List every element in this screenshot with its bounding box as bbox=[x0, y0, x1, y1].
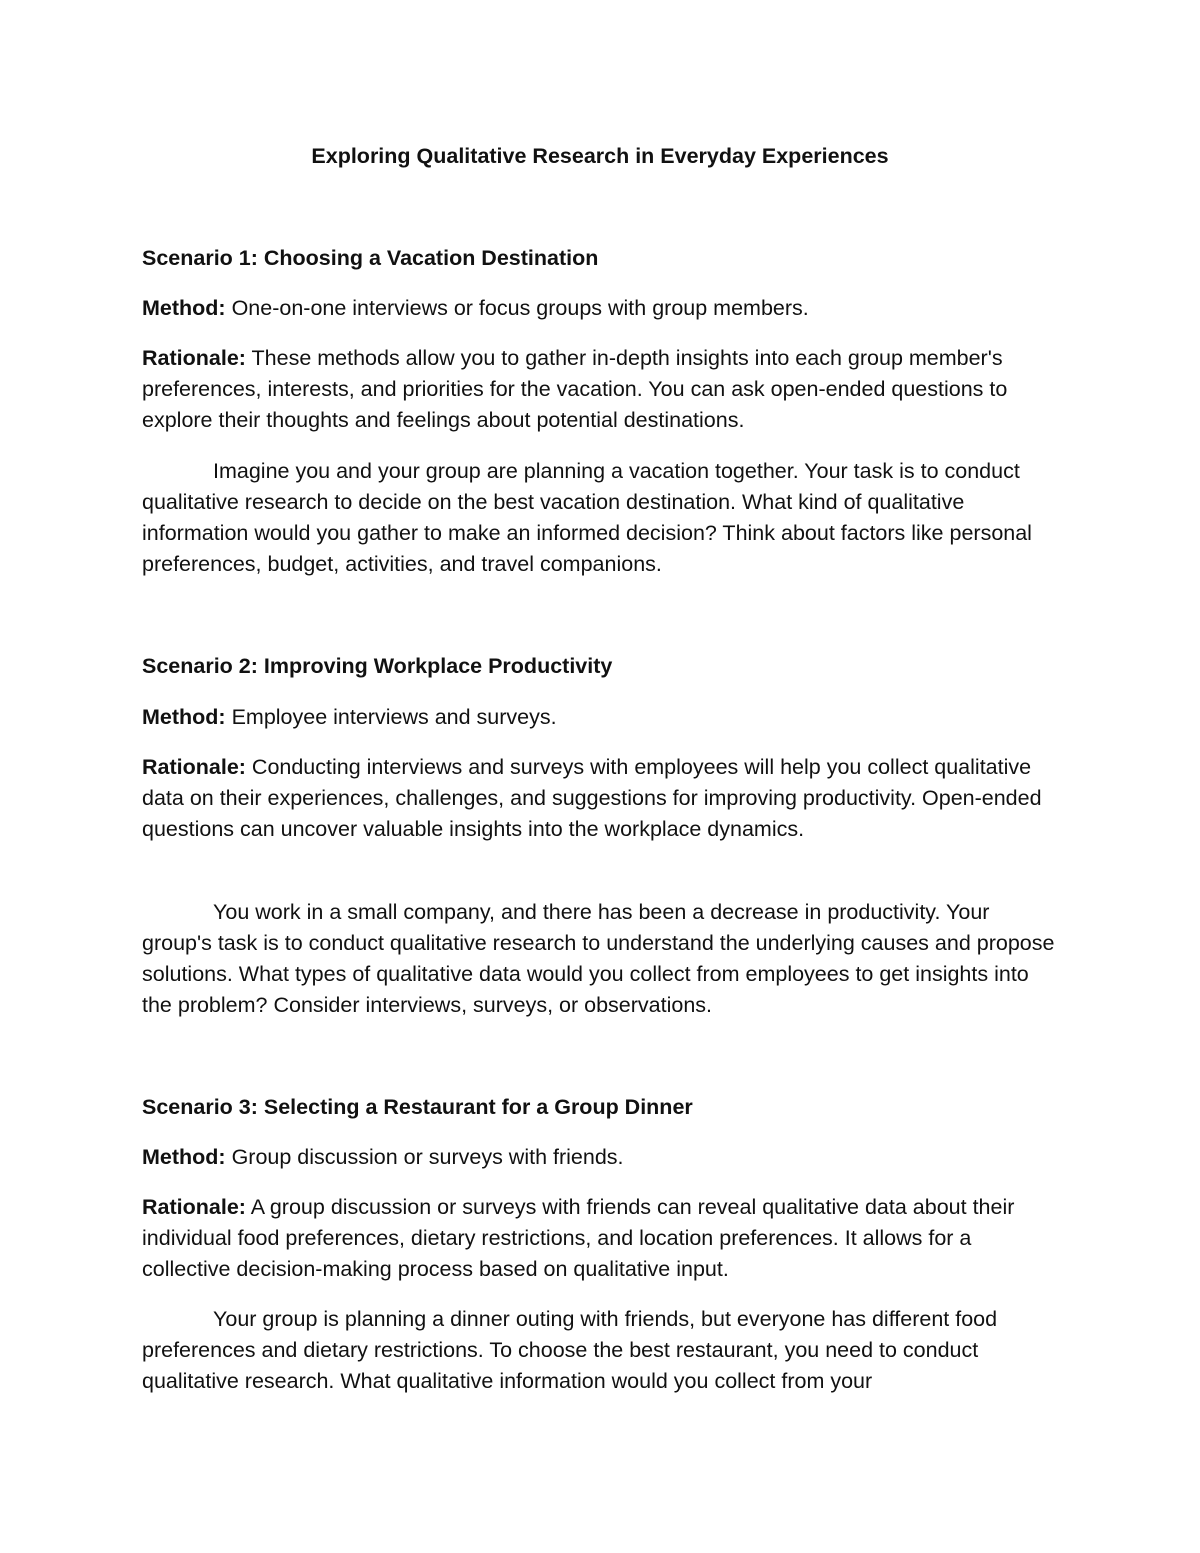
scenario-2-prompt: You work in a small company, and there has been a decrease in productivity. Your group's task is to conduct qualitative research to understand the underlying causes and propose solutions. What types of qualitative data would you collect from employees to get insights into the problem? Consider interviews, surveys, or observations. bbox=[142, 900, 1055, 1017]
scenario-2-heading: Scenario 2: Improving Workplace Productivity bbox=[142, 654, 613, 678]
rationale-text: Conducting interviews and surveys with employees will help you collect qualitative data on their experiences, challenges, and suggestions for improving productivity. Open-ended questions can uncover valuable insights into the workplace dynamics. bbox=[142, 755, 1042, 841]
rationale-label: Rationale: bbox=[142, 346, 246, 370]
scenario-2-rationale bbox=[142, 752, 1062, 845]
scenario-1-heading: Scenario 1: Choosing a Vacation Destination bbox=[142, 246, 599, 270]
method-text: One-on-one interviews or focus groups with group members. bbox=[225, 296, 809, 320]
scenario-3-prompt: Your group is planning a dinner outing with friends, but everyone has different food preferences and dietary restrictions. To choose the best restaurant, you need to conduct qualitative research. What qualitative information would you collect from your bbox=[142, 1307, 998, 1393]
scenario-3-heading: Scenario 3: Selecting a Restaurant for a Group Dinner bbox=[142, 1095, 693, 1119]
method-label: Method: bbox=[142, 296, 226, 320]
scenario-2-method bbox=[142, 702, 1062, 733]
rationale-label: Rationale: bbox=[142, 755, 246, 779]
rationale-text: A group discussion or surveys with friends can reveal qualitative data about their individual food preferences, dietary restrictions, and location preferences. It allows for a collective decision-making process based on qualitative input. bbox=[142, 1195, 1015, 1281]
scenario-1-rationale bbox=[142, 343, 1062, 436]
method-text: Employee interviews and surveys. bbox=[225, 705, 557, 729]
document-title: Exploring Qualitative Research in Everyday Experiences bbox=[311, 144, 889, 168]
scenario-3-method bbox=[142, 1142, 1062, 1173]
scenario-1-method bbox=[142, 293, 1062, 324]
method-label: Method: bbox=[142, 705, 226, 729]
method-text: Group discussion or surveys with friends. bbox=[225, 1145, 624, 1169]
method-label: Method: bbox=[142, 1145, 226, 1169]
scenario-1-prompt: Imagine you and your group are planning a vacation together. Your task is to conduct qualitative research to decide on the best vacation destination. What kind of qualitative information would you gather to make an informed decision? Think about factors like personal preferences, budget, activities, and travel companions. bbox=[142, 459, 1032, 576]
rationale-text: These methods allow you to gather in-depth insights into each group member's preferences, interests, and priorities for the vacation. You can ask open-ended questions to explore their thoughts and feelings about potential destinations. bbox=[142, 346, 1008, 432]
rationale-label: Rationale: bbox=[142, 1195, 246, 1219]
scenario-3-rationale bbox=[142, 1192, 1062, 1285]
